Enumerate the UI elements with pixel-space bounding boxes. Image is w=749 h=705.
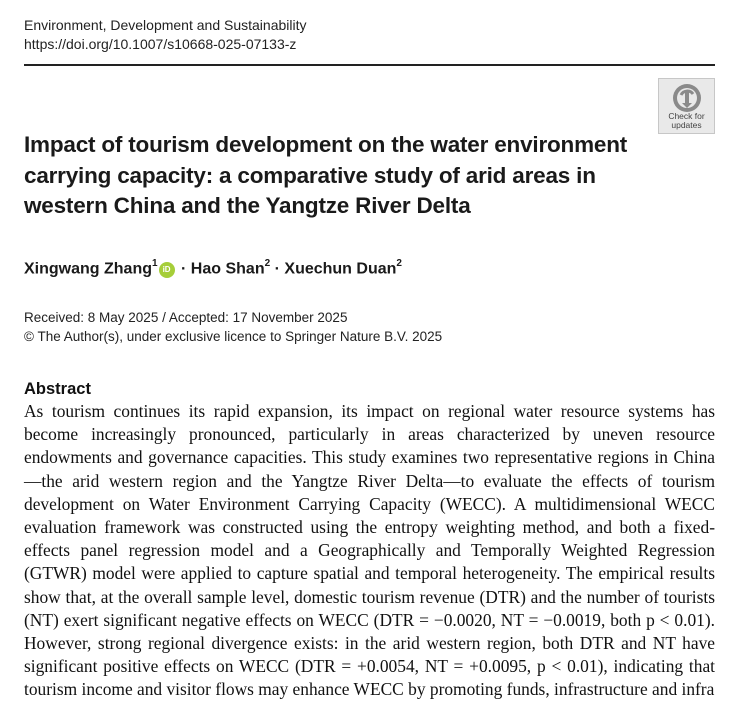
journal-header — [24, 16, 307, 54]
author-separator: · — [181, 260, 187, 278]
author-separator: · — [274, 260, 280, 278]
author-name[interactable]: Xingwang Zhang — [24, 260, 152, 278]
check-updates-icon — [671, 82, 703, 114]
received-accepted-dates: Received: 8 May 2025 / Accepted: 17 November 2025 — [24, 310, 348, 325]
copyright-notice: © The Author(s), under exclusive licence to Springer Nature B.V. 2025 — [24, 329, 443, 344]
author-affiliation: 1 — [152, 258, 158, 269]
article-dates — [24, 308, 442, 346]
check-updates-label: Check for updates — [668, 111, 705, 130]
author-list — [24, 254, 402, 280]
check-for-updates-badge[interactable] — [658, 78, 715, 134]
doi-link[interactable]: https://doi.org/10.1007/s10668-025-07133-z — [24, 36, 297, 52]
orcid-icon[interactable]: iD — [159, 262, 175, 278]
abstract-text: As tourism continues its rapid expansion, its impact on regional water resource systems has become increasingly pronounced, particularly in areas characterized by uneven resource endowments and governance capacities. This study examines two representative regions in China—the arid western region and the Yangtze River Delta—to evaluate the effects of tourism development on Water Environment Carrying Capacity (WECC). A multidimensional WECC evaluation framework was constructed using the entropy weighting method, and both a fixed-effects panel regression model and a Geographically and Temporally Weighted Regression (GTWR) model were applied to capture spatial and temporal heterogeneity. The empirical results show that, at the overall sample level, domestic tourism revenue (DTR) and the number of tourists (NT) exert significant negative effects on WECC (DTR = −0.0020, NT = −0.0019, both p < 0.01). However, strong regional divergence exists: in the arid western region, both DTR and NT have significant positive effects on WECC (DTR = +0.0054, NT = +0.0095, p < 0.01), indicating that tourism income and visitor flows may enhance WECC by promoting funds, infrastructure and infra — [24, 401, 715, 700]
journal-name: Environment, Development and Sustainability — [24, 17, 307, 33]
header-rule — [24, 64, 715, 66]
author-affiliation: 2 — [264, 258, 271, 269]
article-title: Impact of tourism development on the water environment carrying capacity: a comparative study of arid areas in western China and the Yangtze River Delta — [24, 132, 628, 218]
author-name[interactable]: Xuechun Duan — [284, 260, 397, 278]
author-name[interactable]: Hao Shan — [190, 260, 265, 278]
abstract-heading: Abstract — [24, 380, 91, 398]
author-affiliation: 2 — [396, 258, 402, 269]
